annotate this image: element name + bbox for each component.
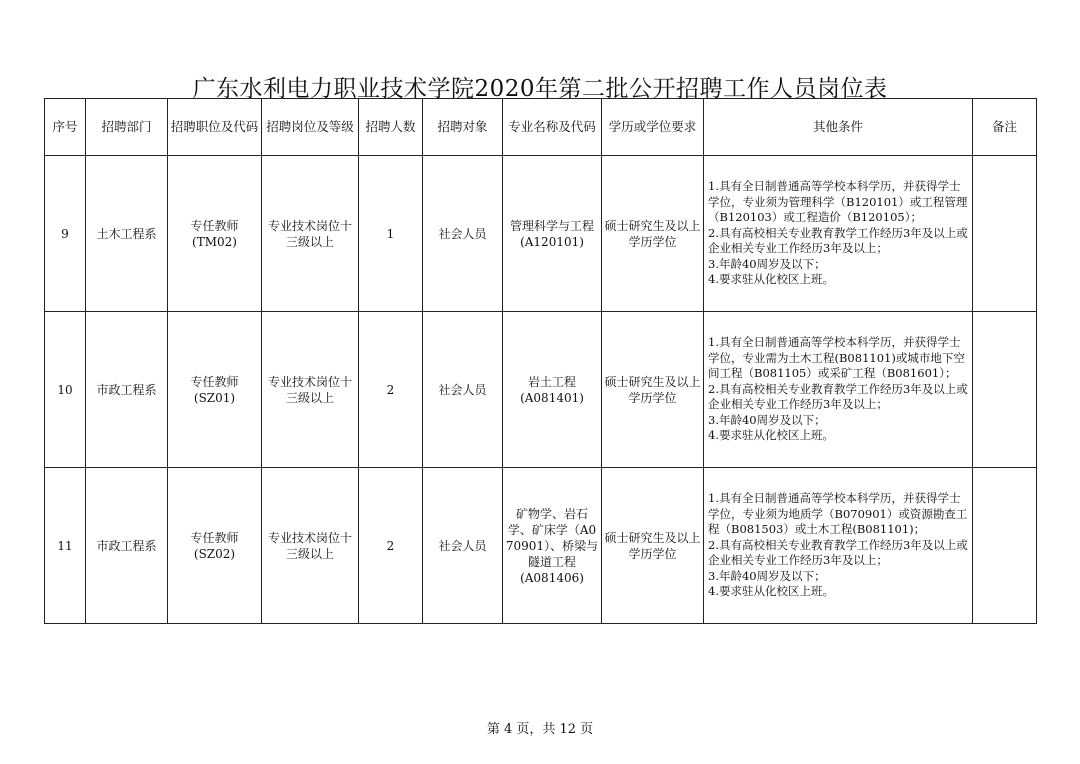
condition-line: 2.具有高校相关专业教育教学工作经历3年及以上或企业相关专业工作经历3年及以上；: [708, 381, 968, 412]
cell-conditions: [704, 312, 973, 468]
page-title: 广东水利电力职业技术学院2020年第二批公开招聘工作人员岗位表: [192, 76, 888, 102]
condition-line: 1.具有全日制普通高等学校本科学历，并获得学士学位，专业须为地质学（B070901）或资源勘查工程（B081503）或土木工程(B081101)；: [708, 491, 968, 537]
cell-position: [168, 312, 262, 468]
cell-remark: [973, 468, 1037, 624]
position-name: 专任教师: [190, 374, 239, 389]
major-code: (A081406): [520, 570, 584, 585]
condition-line: 3.年龄40周岁及以下；: [708, 256, 826, 271]
major-code: (A120101): [520, 234, 584, 249]
cell-degree: 硕士研究生及以上学历学位: [602, 312, 704, 468]
cell-dept: 市政工程系: [86, 312, 168, 468]
cell-conditions: [704, 468, 973, 624]
cell-no: 9: [45, 156, 86, 312]
cell-position: [168, 468, 262, 624]
position-name: 专任教师: [190, 530, 239, 545]
cell-grade: 专业技术岗位十三级以上: [262, 468, 359, 624]
col-header-grade: 招聘岗位及等级: [262, 99, 359, 156]
table-row: [45, 312, 1037, 468]
col-header-degree: 学历或学位要求: [602, 99, 704, 156]
cell-no: 11: [45, 468, 86, 624]
condition-line: 1.具有全日制普通高等学校本科学历，并获得学士学位，专业需为土木工程(B081101)或城市地下空间工程（B081105）或采矿工程（B081601）；: [708, 335, 965, 381]
condition-line: 2.具有高校相关专业教育教学工作经历3年及以上或企业相关专业工作经历3年及以上；: [708, 537, 968, 568]
condition-line: 2.具有高校相关专业教育教学工作经历3年及以上或企业相关专业工作经历3年及以上；: [708, 225, 968, 256]
cell-remark: [973, 312, 1037, 468]
col-header-count: 招聘人数: [359, 99, 423, 156]
cell-major: [503, 312, 602, 468]
condition-line: 3.年龄40周岁及以下；: [708, 568, 826, 583]
recruitment-table: [44, 98, 1037, 624]
cell-count: 1: [359, 156, 423, 312]
condition-line: 4.要求驻从化校区上班。: [708, 428, 834, 443]
position-name: 专任教师: [190, 218, 239, 233]
cell-grade: 专业技术岗位十三级以上: [262, 312, 359, 468]
condition-line: 1.具有全日制普通高等学校本科学历，并获得学士学位，专业须为管理科学（B120101）或工程管理（B120103）或工程造价（B120105）；: [708, 179, 968, 225]
table-row: [45, 156, 1037, 312]
major-code: (A081401): [520, 390, 584, 405]
cell-degree: 硕士研究生及以上学历学位: [602, 156, 704, 312]
position-code: (TM02): [192, 234, 237, 249]
condition-line: 3.年龄40周岁及以下；: [708, 412, 826, 427]
position-code: (SZ01): [193, 390, 236, 405]
major-name: 矿物学、岩石学、矿床学（A070901）、桥梁与隧道工程: [505, 506, 599, 569]
cell-conditions: [704, 156, 973, 312]
cell-count: 2: [359, 468, 423, 624]
cell-no: 10: [45, 312, 86, 468]
table-row: [45, 468, 1037, 624]
table-header-row: [45, 99, 1037, 156]
col-header-position: 招聘职位及代码: [168, 99, 262, 156]
col-header-remark: 备注: [973, 99, 1037, 156]
condition-line: 4.要求驻从化校区上班。: [708, 584, 834, 599]
col-header-major: 专业名称及代码: [503, 99, 602, 156]
cell-target: 社会人员: [423, 156, 503, 312]
cell-target: 社会人员: [423, 468, 503, 624]
major-name: 岩土工程: [527, 374, 576, 389]
cell-position: [168, 156, 262, 312]
major-name: 管理科学与工程: [509, 218, 594, 233]
cell-major: [503, 468, 602, 624]
cell-dept: 市政工程系: [86, 468, 168, 624]
position-code: (SZ02): [193, 546, 236, 561]
page-number-footer: 第 4 页，共 12 页: [486, 722, 594, 737]
condition-line: 4.要求驻从化校区上班。: [708, 272, 834, 287]
cell-grade: 专业技术岗位十三级以上: [262, 156, 359, 312]
cell-target: 社会人员: [423, 312, 503, 468]
cell-remark: [973, 156, 1037, 312]
cell-major: [503, 156, 602, 312]
col-header-dept: 招聘部门: [86, 99, 168, 156]
col-header-conditions: 其他条件: [704, 99, 973, 156]
cell-degree: 硕士研究生及以上学历学位: [602, 468, 704, 624]
cell-count: 2: [359, 312, 423, 468]
cell-dept: 土木工程系: [86, 156, 168, 312]
col-header-target: 招聘对象: [423, 99, 503, 156]
col-header-no: 序号: [45, 99, 86, 156]
